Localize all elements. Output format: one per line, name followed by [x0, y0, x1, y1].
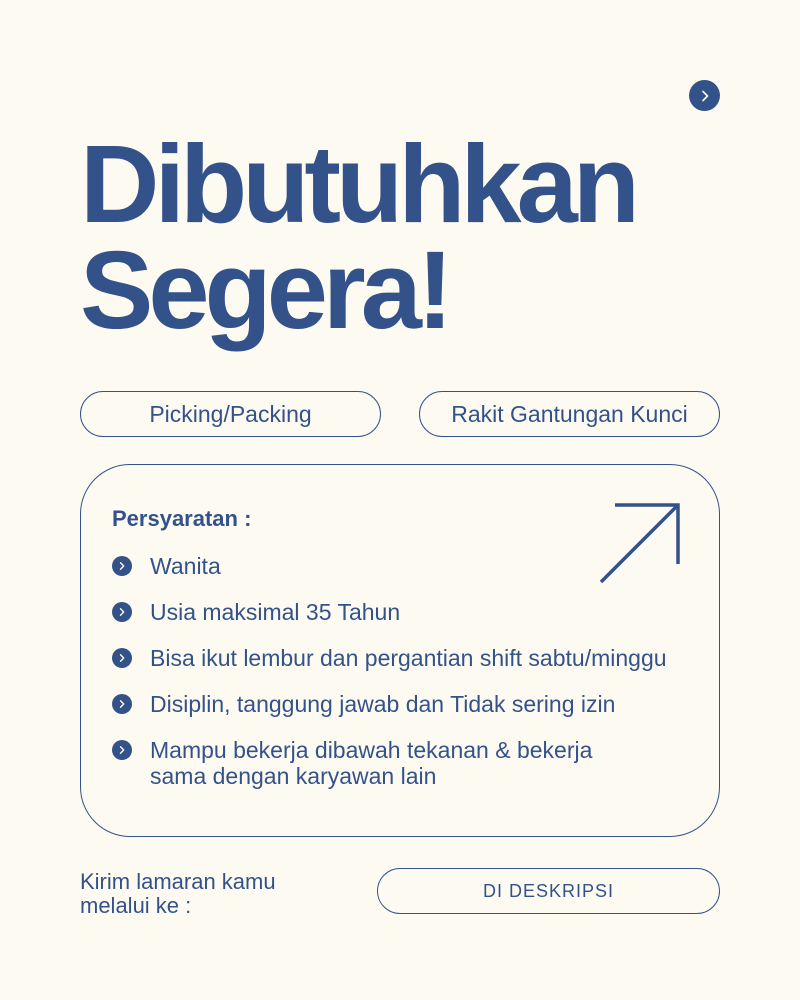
- list-item: [112, 645, 692, 671]
- list-item: [112, 599, 692, 625]
- chevron-right-icon: [112, 648, 132, 668]
- chevron-right-icon: [112, 740, 132, 760]
- requirement-text: Mampu bekerja dibawah tekanan & bekerja sama dengan karyawan lain: [150, 737, 593, 789]
- position-tag-rakit-gantungan-kunci: [419, 391, 720, 437]
- chevron-right-icon: [112, 556, 132, 576]
- requirements-heading: Persyaratan :: [112, 506, 252, 531]
- list-item: [112, 553, 692, 579]
- apply-instruction: Kirim lamaran kamu melalui ke :: [80, 869, 276, 918]
- description-button[interactable]: [377, 868, 720, 914]
- title-line-1: Dibutuhkan: [80, 123, 635, 246]
- requirement-text: Usia maksimal 35 Tahun: [150, 599, 401, 625]
- list-item: [112, 691, 692, 717]
- next-button[interactable]: [689, 80, 720, 111]
- requirement-text: Bisa ikut lembur dan pergantian shift sabtu/minggu: [150, 645, 667, 671]
- requirement-text: Disiplin, tanggung jawab dan Tidak sering izin: [150, 691, 616, 717]
- list-item: [112, 737, 692, 789]
- requirement-text: Wanita: [150, 553, 221, 579]
- requirements-list: [112, 553, 692, 789]
- chevron-right-icon: [112, 602, 132, 622]
- position-tag-label: Rakit Gantungan Kunci: [451, 400, 688, 427]
- position-tag-picking-packing: [80, 391, 381, 437]
- position-tag-label: Picking/Packing: [149, 400, 312, 427]
- title-line-2: Segera!: [80, 229, 449, 352]
- chevron-right-icon: [698, 89, 712, 103]
- requirements-card: [80, 464, 720, 837]
- chevron-right-icon: [112, 694, 132, 714]
- description-button-label: DI DESKRIPSI: [482, 880, 615, 901]
- page-title: [80, 123, 635, 352]
